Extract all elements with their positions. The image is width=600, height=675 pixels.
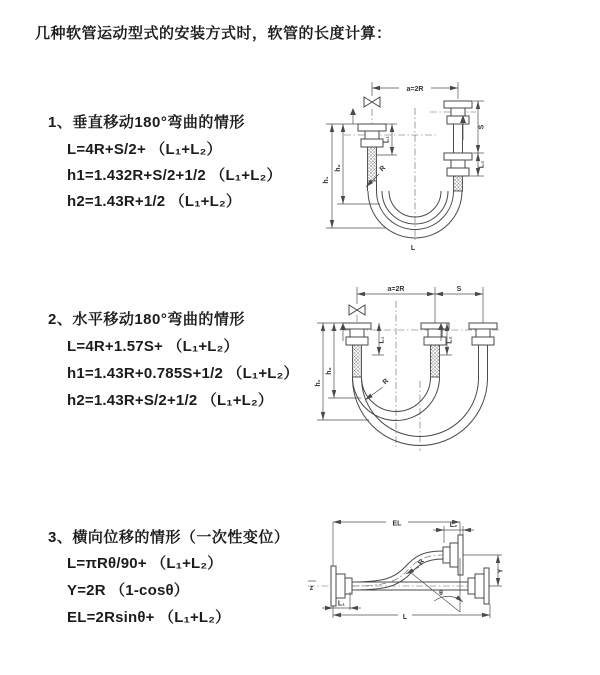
- flange-fitting-right: [468, 568, 489, 604]
- radius-leader: [406, 567, 419, 574]
- section-2-heading: 2、水平移动180°弯曲的情形: [48, 311, 245, 328]
- hose-braid-left: [368, 147, 377, 181]
- dim-label-h1: h₁: [315, 379, 322, 387]
- formula-h1: h1=1.432R+S/2+1/2 （L₁+L₂）: [67, 167, 282, 184]
- radius-leader: [365, 387, 383, 400]
- dim-label-l1: L₁: [337, 600, 346, 608]
- formula-h2: h2=1.43R+1/2 （L₁+L₂）: [67, 193, 242, 210]
- hose-braid-middle: [431, 345, 440, 377]
- formula-h1: h1=1.43R+0.785S+1/2 （L₁+L₂）: [67, 365, 299, 382]
- flange-fitting-left: [343, 323, 371, 345]
- formula-el: EL=2Rsinθ+ （L₁+L₂）: [67, 609, 231, 626]
- movement-arrow-left: [350, 108, 356, 124]
- dim-l: [333, 604, 490, 620]
- dim-label-l1: L₁: [378, 336, 386, 344]
- dim-label-l1: L₁: [383, 135, 391, 144]
- flange-fitting-left: [358, 124, 386, 147]
- dim-label-s: S: [456, 286, 462, 293]
- formula-l: L=4R+S/2+ （L₁+L₂）: [67, 141, 222, 158]
- dim-label-l2: L₂: [446, 336, 454, 344]
- dim-label-y: Y: [497, 568, 505, 574]
- diagram-lateral-displacement: [300, 510, 600, 655]
- radius-label: R: [417, 558, 426, 567]
- formula-h2: h2=1.43R+S/2+1/2 （L₁+L₂）: [67, 392, 274, 409]
- diagram-vertical-movement: [280, 68, 570, 263]
- hose-s-curve: [352, 551, 443, 590]
- dim-label-h1: h₁: [323, 176, 330, 184]
- hose-braid-left: [353, 345, 362, 377]
- dim-label-l2: L₂: [449, 522, 458, 529]
- hose-straight: [352, 582, 468, 590]
- dim-label-a2r: a=2R: [406, 86, 424, 93]
- formula-l: L=4R+1.57S+ （L₁+L₂）: [67, 338, 239, 355]
- dim-a2r: [357, 287, 483, 323]
- radius-label: R: [381, 377, 391, 387]
- formula-l: L=πRθ/90+ （L₁+L₂）: [67, 555, 223, 572]
- dim-label-a2r: a=2R: [387, 286, 405, 293]
- valve-icon: [364, 97, 380, 107]
- flange-fitting-right-upper: [444, 101, 472, 124]
- radius-label: R: [378, 164, 388, 174]
- diagram-horizontal-movement: [295, 283, 595, 463]
- valve-icon: [349, 305, 365, 315]
- page-title: 几种软管运动型式的安装方式时，软管的长度计算：: [35, 25, 392, 42]
- section-1-heading: 1、垂直移动180°弯曲的情形: [48, 114, 245, 131]
- section-3-heading: 3、横向位移的情形（一次性变位）: [48, 529, 290, 546]
- angle-label: θ: [439, 590, 443, 597]
- dim-label-l: L: [402, 614, 408, 621]
- dim-label-h2: h₂: [335, 164, 342, 172]
- formula-y: Y=2R （1-cosθ）: [67, 582, 189, 599]
- flange-fitting-right: [469, 323, 497, 345]
- flange-fitting-middle: [421, 323, 449, 345]
- dim-label-l2: L₂: [478, 160, 486, 169]
- centerline-mark: z: [309, 585, 314, 592]
- dim-label-s: S: [478, 124, 486, 130]
- flange-fitting-right-lower: [444, 153, 472, 176]
- length-label: L: [410, 245, 416, 252]
- hose-braid-right: [454, 176, 463, 191]
- dim-label-h2: h₂: [326, 367, 333, 375]
- dim-label-el: EL: [392, 520, 402, 528]
